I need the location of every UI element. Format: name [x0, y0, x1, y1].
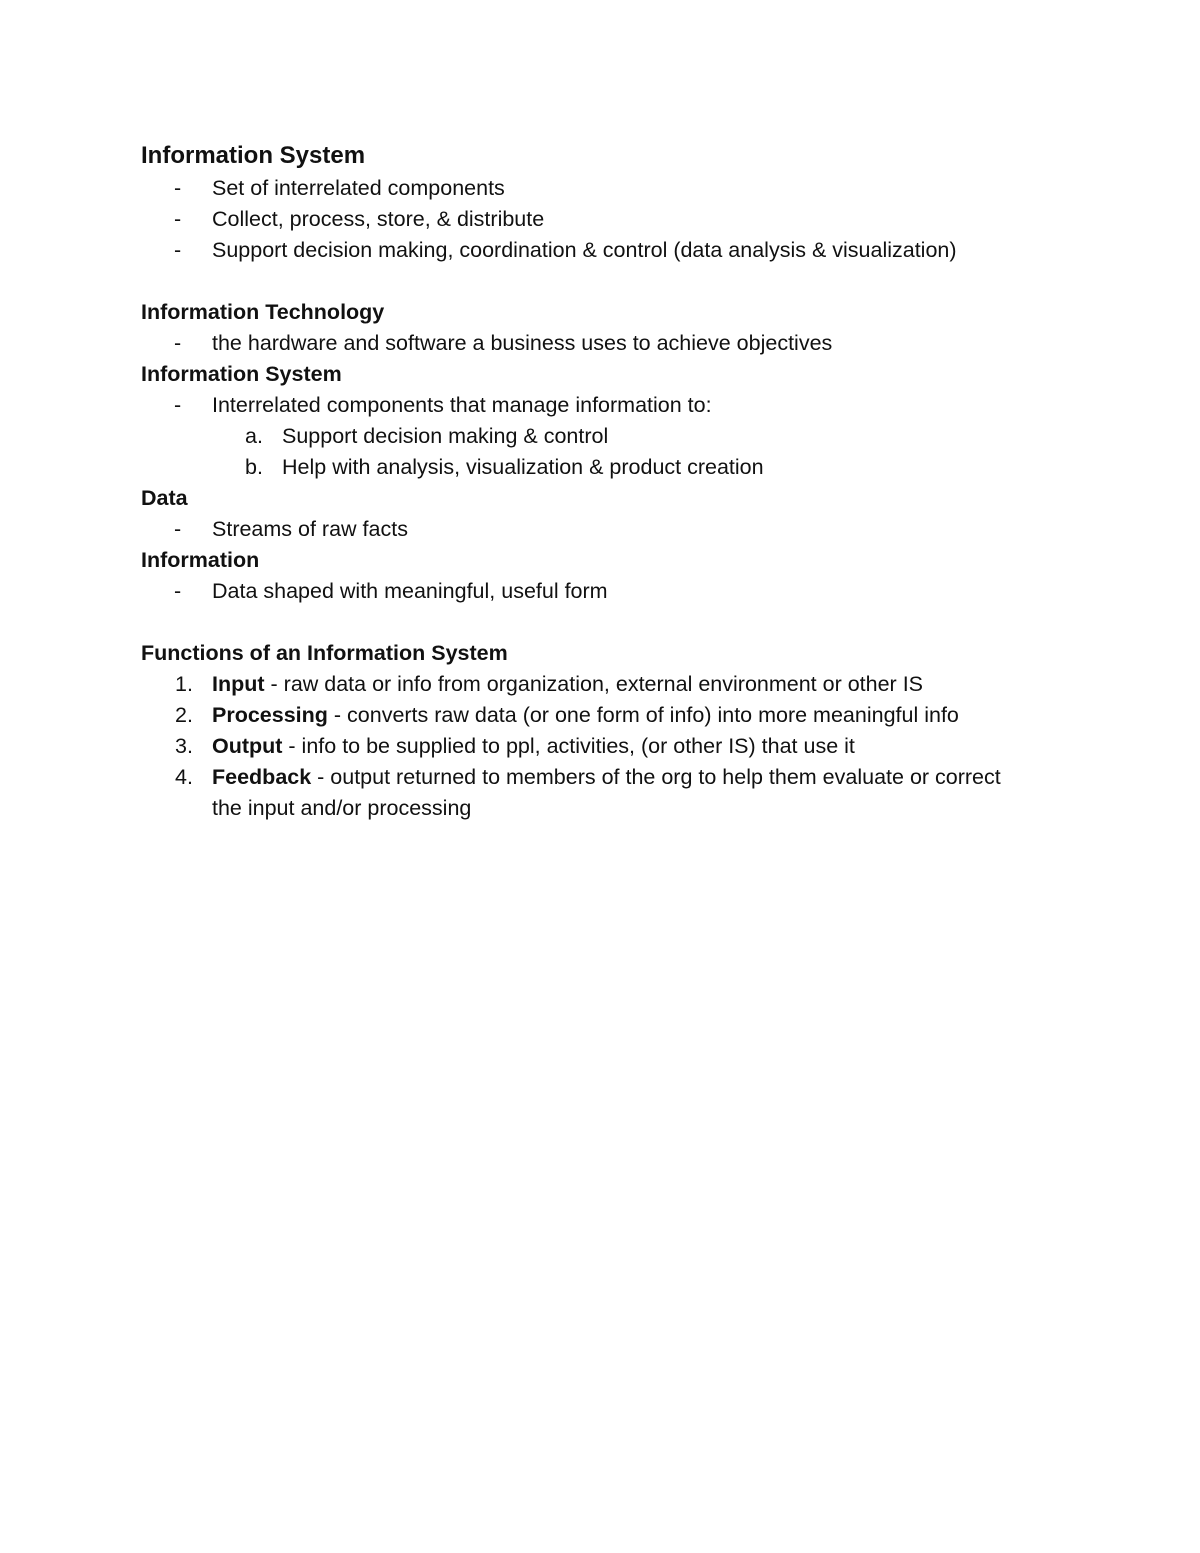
dash-bullet: - — [174, 517, 182, 541]
numbered-item: 1. Input - raw data or info from organization, external environment or other IS — [175, 672, 924, 696]
dash-bullet: - — [174, 331, 182, 355]
list-item: - Streams of raw facts — [141, 514, 1061, 545]
document-page — [141, 139, 1061, 824]
list-item: - Data shaped with meaningful, useful form — [141, 576, 1061, 607]
dash-bullet: - — [174, 176, 182, 200]
section-heading-information-system: Information System — [141, 142, 366, 169]
numbered-item: 2. Processing - converts raw data (or one form of info) into more meaningful info — [175, 703, 959, 727]
sub-list-item: b. Help with analysis, visualization & product creation — [245, 455, 764, 479]
list-item: - Set of interrelated components — [141, 173, 1061, 204]
term: Input — [212, 672, 265, 696]
list-item: - Support decision making, coordination & control (data analysis & visualization) — [141, 235, 1061, 266]
section-heading-information: Information — [141, 548, 260, 572]
dash-bullet: - — [174, 238, 182, 262]
section-heading-information-technology: Information Technology — [141, 300, 385, 324]
list-item: - Collect, process, store, & distribute — [141, 204, 1061, 235]
list-item: - the hardware and software a business uses to achieve objectives — [141, 328, 1061, 359]
spacer — [141, 266, 1061, 297]
sub-list-item: a. Support decision making & control — [245, 424, 609, 448]
term-description: - output returned to members of the org to help them evaluate or correct the input and/or processing — [212, 765, 1001, 820]
term: Feedback — [212, 765, 312, 789]
numbered-item: 3. Output - info to be supplied to ppl, activities, (or other IS) that use it — [175, 734, 855, 758]
term-description: - raw data or info from organization, external environment or other IS — [264, 672, 924, 696]
section-heading-functions: Functions of an Information System — [141, 641, 508, 665]
dash-bullet: - — [174, 579, 182, 603]
section-heading-data: Data — [141, 486, 188, 510]
spacer — [141, 607, 1061, 638]
term: Output — [212, 734, 283, 758]
section-heading-information-system-2: Information System — [141, 362, 342, 386]
term-description: - converts raw data (or one form of info) into more meaningful info — [327, 703, 959, 727]
numbered-item: 4. Feedback - output returned to members of the org to help them evaluate or correct the input and/or processing — [175, 765, 1001, 820]
dash-bullet: - — [174, 393, 182, 417]
term: Processing — [212, 703, 328, 727]
dash-bullet: - — [174, 207, 182, 231]
list-item: - Interrelated components that manage information to: — [141, 390, 1061, 421]
term-description: - info to be supplied to ppl, activities, (or other IS) that use it — [282, 734, 855, 758]
